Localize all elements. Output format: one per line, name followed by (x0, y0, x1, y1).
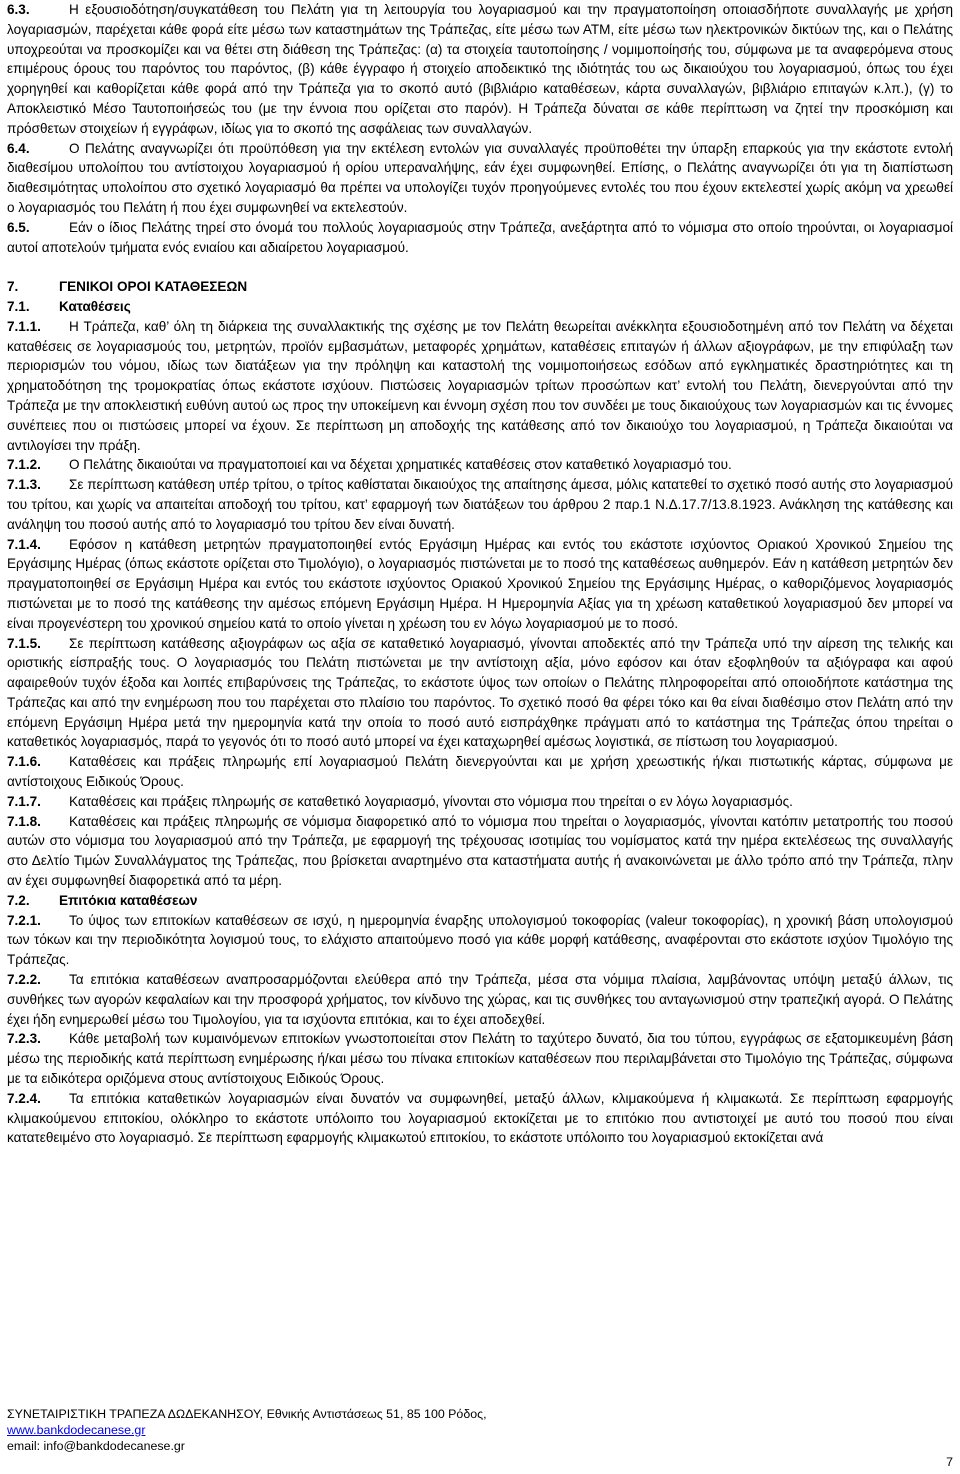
paragraph-number: 6.5. (7, 219, 30, 235)
section-title: Επιτόκια καταθέσεων (59, 892, 198, 908)
paragraph-text: Εάν ο ίδιος Πελάτης τηρεί στο όνομά του πολλούς λογαριασμούς στην Τράπεζα, ανεξάρτητα από το νόμισμα στο οποίο τηρούνται, οι λογαριασμοί αυτοί αποτελούν τμήματα ενός ενιαίου και αδιαίρετου λογαριασμού. (7, 219, 953, 255)
paragraph-6-5 (7, 218, 953, 258)
paragraph-text: Κάθε μεταβολή των κυμαινόμενων επιτοκίων γνωστοποιείται στον Πελάτη το ταχύτερο δυνατό, δια του τύπου, εγγράφως σε εξατομικευμένη βάση μέσω της περιοδικής κατά περίπτωση ενημέρωσης ή/και μέσω του πίνακα επιτοκίων καταθέσεων που περιλαμβάνεται στο Τιμολόγιο της Τράπεζας, σύμφωνα με τα ειδικότερα οριζόμενα στους αντίστοιχους Ειδικούς Όρους. (7, 1031, 953, 1087)
paragraph-text: Εφόσον η κατάθεση μετρητών πραγματοποιηθεί εντός Εργάσιμη Ημέρας και εντός του εκάστοτε ισχύοντος Οριακού Χρονικού Σημείου της Εργάσιμης Ημέρας (όπως εκάστοτε ορίζεται στο Τιμολόγιο), ο λογαριασμός πιστώνεται με το ποσό της καταθέσεως αυθημερόν. Εάν η κατάθεση μετρητών δεν πραγματοποιηθεί σε Εργάσιμη Ημέρα και εντός του εκάστοτε ισχύοντος Οριακού Χρονικού Σημείου της Εργάσιμης Ημέρας, ο καθοριζόμενος λογαριασμός πιστώνεται με το ποσό της κατάθεσης την αμέσως επόμενη Εργάσιμη Ημέρα. Η Ημερομηνία Αξίας για τη χρέωση καταθετικού λογαριασμού δεν μπορεί να είναι προγενέστερη του χρονικού σημείου κατά το οποίο γίνεται η χρέωση του εν λόγω λογαριασμού με το ποσό. (7, 536, 953, 631)
paragraph-text: Η Τράπεζα, καθ’ όλη τη διάρκεια της συναλλακτικής της σχέσης με τον Πελάτη θεωρείται ανέκκλητα εξουσιοδοτημένη από τον Πελάτη να δέχεται καταθέσεις σε λογαριασμούς του, μετρητών, προϊόν εμβασμάτων, μεταφορές χρημάτων, καταθέσεις επιταγών ή άλλων αξιογράφων, με την επιφύλαξη των περιορισμών του νόμου, ιδίως των διατάξεων για την πρόληψη και καταστολή της νομιμοποιήσεως εσόδων από εγκληματικές δραστηριότητες και τη χρηματοδότηση της τρομοκρατίας όπως εκάστοτε ισχύουν. Πιστώσεις λογαριασμών τρίτων προσώπων κατ’ εντολή του Πελάτη, διενεργούνται από την Τράπεζα με την αποκλειστική ευθύνη αυτού ως προς την υποκείμενη και έννομη σχέση που τον συνδέει με τους δικαιούχους των λογαριασμών και τις έννομες συνέπειες που οι πιστώσεις μπορεί να έχουν. Σε περίπτωση μη αποδοχής της κατάθεσης από τον δικαιούχο του λογαριασμού, η Τράπεζα δικαιούται να αντιλογίσει την πράξη. (7, 318, 953, 453)
paragraph-text: Τα επιτόκια καταθέσεων αναπροσαρμόζονται ελεύθερα από την Τράπεζα, μέσα στα νόμιμα πλαίσια, λαμβάνοντας υπόψη μεταξύ άλλων, τις συνθήκες των αγορών κεφαλαίων και την προσφορά χρήματος, τον κίνδυνο της χώρας, και τις συνθήκες του ανταγωνισμού στην τραπεζική αγορά. Ο Πελάτης έχει ήδη ενημερωθεί μέσω του Τιμολογίου, για τα ισχύοντα επιτόκια, και το έχει αποδεχθεί. (7, 972, 953, 1027)
document-body (7, 0, 953, 1148)
paragraph-number: 7.1.7. (7, 793, 41, 809)
paragraph-text: Η εξουσιοδότηση/συγκατάθεση του Πελάτη για τη λειτουργία του λογαριασμού και την πραγματοποίηση οποιασδήποτε συναλλαγής με χρήση λογαριασμών, παρέχεται κάθε φορά είτε μέσω των καταστημάτων της Τράπεζας, είτε μέσω των ΑΤΜ, είτε μέσω των ηλεκτρονικών δικτύων της, και ο Πελάτης υποχρεούται να προσκομίζει και να θέτει στη διάθεση της Τράπεζας: (α) τα στοιχεία ταυτοποίησης / νομιμοποίησής του, σύμφωνα με τα αναφερόμενα στους επιμέρους όρους του παρόντος του παρόντος, (β) κάθε έγγραφο ή στοιχείο αποδεικτικό της ιδιότητάς του ως δικαιούχου του λογαριασμού, όπως του έχει χορηγηθεί και καθορίζεται κάθε φορά από την Τράπεζα για το σκοπό αυτό (βιβλιάριο καταθέσεων, κάρτα συναλλαγών, βιβλιάριο επιταγών κ.λπ.), (γ) το Αποκλειστικό Μέσο Ταυτοποιήσεώς του (με την έννοια που ορίζεται στο παρόν). Η Τράπεζα δύναται σε κάθε περίπτωση να ζητεί την προσκόμιση και πρόσθετων στοιχείων ή εγγράφων, ιδίως για το σκοπό της ασφάλειας των συναλλαγών. (7, 2, 953, 136)
section-title: Καταθέσεις (59, 298, 131, 314)
paragraph-7-2-4 (7, 1089, 953, 1148)
section-number: 7.2. (7, 892, 30, 908)
paragraph-text: Σε περίπτωση κατάθεσης αξιογράφων ως αξία σε καταθετικό λογαριασμό, γίνονται αποδεκτές από την Τράπεζα υπό την αίρεση της τελικής και οριστικής είσπραξής τους. Ο λογαριασμός του Πελάτη πιστώνεται με την αντίστοιχη αξία, μόνο εφόσον και όταν εξοφληθούν τα αξιόγραφα και αφού αφαιρεθούν τυχόν έξοδα και λοιπές επιβαρύνσεις της Τράπεζας, το εκάστοτε ύψος των οποίων ο Πελάτης πληροφορείται από οποιοδήποτε κατάστημα της Τράπεζας και από την ενημέρωση που του παρέχεται στο πλαίσιο του παρόντος. Το σχετικό ποσό θα φέρει τόκο και θα είναι διαθέσιμο στον Πελάτη από την επόμενη Εργάσιμη Ημέρα μετά την ημερομηνία κατά την οποία το ποσό αυτό εισπράχθηκε πράγματι από το κατάστημα της Τράπεζας όπου τηρείται ο καταθετικός λογαριασμός, παρά το γεγονός ότι το ποσό αυτό μπορεί να έχει καταχωρηθεί αμέσως λογιστικά, σε πίστωση του λογαριασμού. (7, 635, 953, 750)
paragraph-7-1-8 (7, 812, 953, 891)
footer-website-link[interactable]: www.bankdodecanese.gr (7, 1423, 146, 1437)
paragraph-text: Καταθέσεις και πράξεις πληρωμής επί λογαριασμού Πελάτη διενεργούνται και με χρήση χρεωστικής ή/και πιστωτικής κάρτας, σύμφωνα με αντίστοιχους Ειδικούς Όρους. (7, 754, 953, 790)
footer-address: ΣΥΝΕΤΑΙΡΙΣΤΙΚΗ ΤΡΑΠΕΖΑ ΔΩΔΕΚΑΝΗΣΟΥ, Εθνικής Αντιστάσεως 51, 85 100 Ρόδος, (7, 1407, 487, 1421)
page-number: 7 (946, 1455, 953, 1469)
section-7-1-heading (7, 297, 953, 317)
paragraph-7-1-1 (7, 317, 953, 456)
paragraph-7-1-7 (7, 792, 953, 812)
section-number: 7. (7, 279, 19, 295)
paragraph-number: 7.2.1. (7, 912, 41, 928)
paragraph-text: Καταθέσεις και πράξεις πληρωμής σε καταθετικό λογαριασμό, γίνονται στο νόμισμα που τηρείται ο εν λόγω λογαριασμός. (69, 793, 793, 809)
paragraph-text: Σε περίπτωση κατάθεση υπέρ τρίτου, ο τρίτος καθίσταται δικαιούχος της απαίτησης άμεσα, μόλις κατατεθεί το σχετικό ποσό αυτής στο λογαριασμού του τρίτου, και χωρίς να απαιτείται αποδοχή του τρίτου, κατ’ εφαρμογή των διατάξεων του άρθρου 2 παρ.1 Ν.Δ.17.7/13.8.1923. Ανάκληση της κατάθεσης και ανάληψη του ποσού αυτής από το λογαριασμό του τρίτου δεν είναι δυνατή. (7, 477, 953, 532)
paragraph-number: 7.1.2. (7, 457, 41, 473)
paragraph-text: Το ύψος των επιτοκίων καταθέσεων σε ισχύ, η ημερομηνία έναρξης υπολογισμού τοκοφορίας (valeur τοκοφορίας), η χρονική βάση υπολογισμού των τόκων και την περιοδικότητα λογισμού τους, το ελάχιστο απαιτούμενο ποσό για κάθε μορφή κατάθεσης, αναφέρονται στο εκάστοτε ισχύον Τιμολόγιο της Τράπεζας. (7, 912, 953, 968)
paragraph-number: 7.2.3. (7, 1031, 41, 1047)
paragraph-7-1-5 (7, 634, 953, 753)
paragraph-number: 7.2.4. (7, 1090, 41, 1106)
section-title: ΓΕΝΙΚΟΙ ΟΡΟΙ ΚΑΤΑΘΕΣΕΩΝ (59, 279, 248, 295)
paragraph-number: 6.3. (7, 2, 30, 17)
page-footer (7, 1406, 487, 1454)
paragraph-text: Τα επιτόκια καταθετικών λογαριασμών είναι δυνατόν να συμφωνηθεί, μεταξύ άλλων, κλιμακούμενα ή κλιμακωτά. Σε περίπτωση εφαρμογής κλιμακούμενου επιτοκίου, ολόκληρο το εκάστοτε υπόλοιπο του λογαριασμού εκτοκίζεται με το επιτόκιο που αντιστοιχεί με αυτό του ποσού που είναι κατατεθειμένο στο λογαριασμό. Σε περίπτωση εφαρμογής κλιμακωτού επιτοκίου, το εκάστοτε υπόλοιπο του λογαριασμού εκτοκίζεται ανά (7, 1090, 953, 1146)
paragraph-7-2-2 (7, 970, 953, 1029)
paragraph-7-1-2 (7, 455, 953, 475)
paragraph-number: 7.1.1. (7, 318, 41, 334)
paragraph-text: Ο Πελάτης δικαιούται να πραγματοποιεί και να δέχεται χρηματικές καταθέσεις στον καταθετικό λογαριασμό του. (69, 457, 732, 473)
paragraph-number: 6.4. (7, 140, 30, 156)
paragraph-6-3 (7, 0, 953, 139)
section-7-2-heading (7, 891, 953, 911)
paragraph-7-1-4 (7, 535, 953, 634)
section-7-heading (7, 277, 953, 297)
paragraph-7-2-3 (7, 1029, 953, 1088)
paragraph-number: 7.1.8. (7, 813, 41, 829)
section-number: 7.1. (7, 298, 30, 314)
paragraph-7-2-1 (7, 911, 953, 970)
paragraph-6-4 (7, 139, 953, 218)
paragraph-text: Καταθέσεις και πράξεις πληρωμής σε νόμισμα διαφορετικό από το νόμισμα που τηρείται ο λογαριασμός, γίνονται κατόπιν μετατροπής του ποσού αυτών στο νόμισμα του λογαριασμού από την Τράπεζα, με εφαρμογή της τρέχουσας ισοτιμίας του νομίσματος κατά την ημέρα εκτελέσεως της συναλλαγής στο Δελτίο Τιμών Συναλλάγματος της Τράπεζας, που βρίσκεται αναρτημένο στα καταστήματα αυτής ή ανακοινώνεται με άλλο τρόπο από την Τράπεζα, πλην αν έχει συμφωνηθεί διαφορετικά από τα μέρη. (7, 813, 953, 889)
paragraph-number: 7.1.3. (7, 477, 41, 493)
blank-line (7, 257, 953, 277)
paragraph-number: 7.1.5. (7, 635, 41, 651)
paragraph-7-1-6 (7, 752, 953, 792)
paragraph-7-1-3 (7, 475, 953, 534)
paragraph-number: 7.1.4. (7, 536, 41, 552)
paragraph-text: Ο Πελάτης αναγνωρίζει ότι προϋπόθεση για την εκτέλεση εντολών για συναλλαγές προϋποθέτει την ύπαρξη επαρκούς για την εκάστοτε εντολή διαθεσίμου υπολοίπου του αντίστοιχου λογαριασμού ή ορίου υπεραναλήψης, εάν έχει συμφωνηθεί. Επίσης, ο Πελάτης αναγνωρίζει ότι για τη διαπίστωση διαθεσιμότητας υπολοίπου στο σχετικό λογαριασμό θα πρέπει να υπολογίζει τυχόν προηγούμενες εντολές του που έχουν εκτελεστεί χωρίς ακόμη να χρεωθεί ο λογαριασμός του Πελάτη ή που έχει συμφωνηθεί να εκτελεστούν. (7, 140, 953, 215)
paragraph-number: 7.1.6. (7, 754, 41, 770)
footer-email: email: info@bankdodecanese.gr (7, 1439, 185, 1453)
paragraph-number: 7.2.2. (7, 972, 41, 988)
